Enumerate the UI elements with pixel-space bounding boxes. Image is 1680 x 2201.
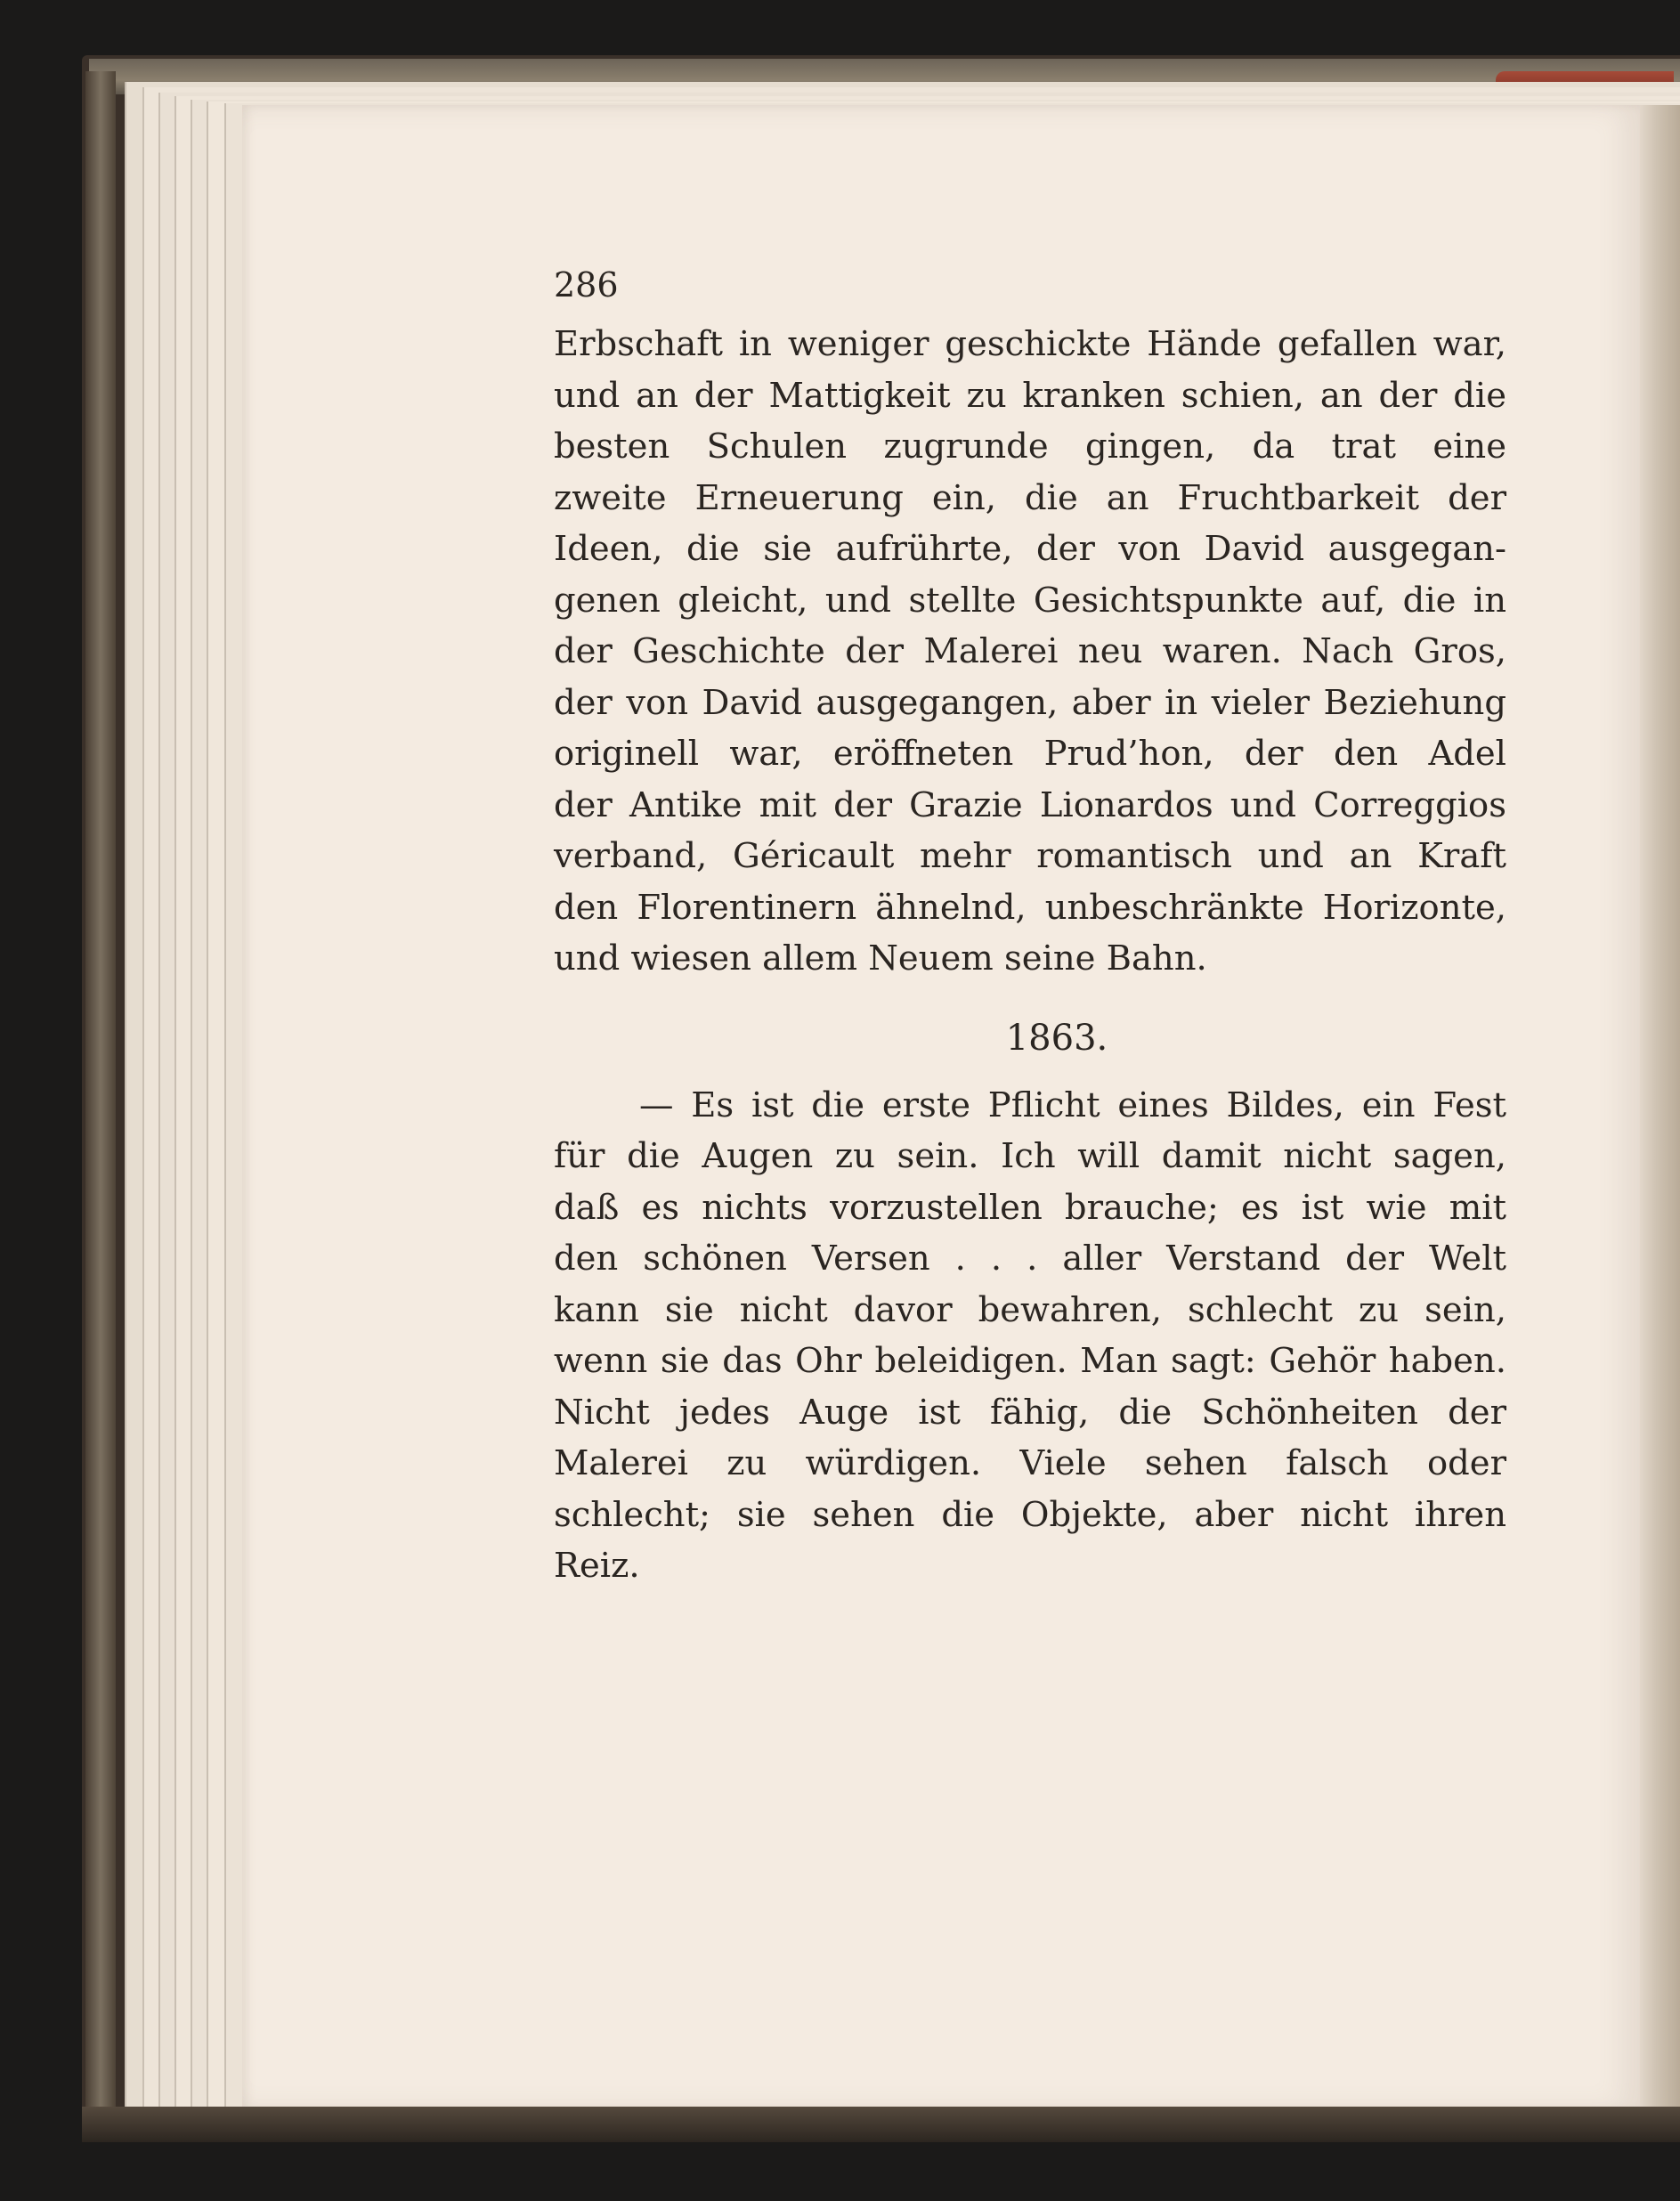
text-line: wenn sie das Ohr beleidigen. Man sagt: Gehör haben. [554,1341,1506,1381]
text-line: Ideen, die sie aufrührte, der von David ausgegan- [554,529,1506,569]
page-number: 286 [554,265,619,305]
text-line: für die Augen zu sein. Ich will damit nicht sagen, [554,1136,1506,1176]
page-text [554,258,1506,1592]
text-line: daß es nichts vorzustellen brauche; es ist wie mit [554,1187,1506,1228]
text-line: den schönen Versen . . . aller Verstand der Welt [554,1239,1506,1279]
text-line: kann sie nicht davor bewahren, schlecht zu sein, [554,1289,1506,1330]
text-line: der von David ausgegangen, aber in vieler Beziehung [554,682,1506,723]
text-line: besten Schulen zugrunde gingen, da trat eine [554,426,1506,467]
text-line: und an der Mattigkeit zu kranken schien, an der die [554,375,1506,416]
paragraph-1 [554,319,1506,985]
text-line: schlecht; sie sehen die Objekte, aber nicht ihren [554,1494,1506,1535]
text-line: den Florentinern ähnelnd, unbeschränkte Horizonte, [554,887,1506,928]
text-line: originell war, eröffneten Prud’hon, der den Adel [554,734,1506,774]
text-line: und wiesen allem Neuem seine Bahn. [554,938,1207,979]
page-gutter [1640,105,1680,2110]
text-line: Nicht jedes Auge ist fähig, die Schönheiten der [554,1392,1506,1433]
text-line: zweite Erneuerung ein, die an Fruchtbarkeit der [554,477,1506,518]
text-line: der Antike mit der Grazie Lionardos und Correggios [554,784,1506,825]
cover-cloth-left [85,71,116,2128]
text-line: der Geschichte der Malerei neu waren. Nach Gros, [554,631,1506,671]
text-line: Malerei zu würdigen. Viele sehen falsch oder [554,1443,1506,1483]
section-heading: 1863. [1005,1017,1108,1059]
text-line: Erbschaft in weniger geschickte Hände gefallen war, [554,324,1506,364]
text-line: verband, Géricault mehr romantisch und an Kraft [554,836,1506,876]
paragraph-2 [554,1080,1506,1592]
text-line: genen gleicht, und stellte Gesichtspunkte auf, die in [554,580,1506,621]
text-line: — Es ist die erste Pflicht eines Bildes, ein Fest [639,1084,1506,1125]
text-line: Reiz. [554,1546,640,1586]
cover-bottom [82,2107,1680,2142]
